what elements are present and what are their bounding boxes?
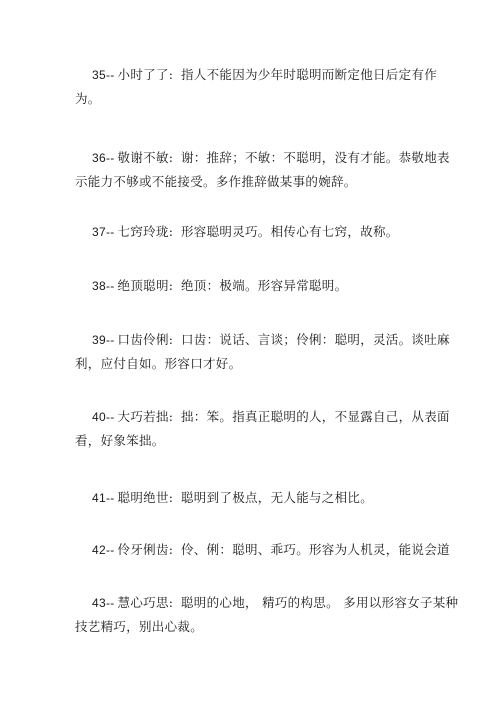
entry-number: 37-- [92,225,115,239]
entry-definition-continued: 利，应付自如。形容口才好。 [75,356,242,371]
entry-first-line [92,150,450,166]
entry-definition: 聪明的心地， 精巧的构思。 多用以形容女子某种 [181,595,459,610]
entry-first-line [92,490,374,506]
entry-term: 七窍玲珑: [117,224,174,239]
entry-term: 聪明绝世: [117,490,174,505]
entry-number: 43-- [92,596,115,610]
entry-definition-continued: 看，好象笨拙。 [75,433,165,448]
entry-definition: 绝顶：极端。形容异常聪明。 [181,278,348,293]
entry-number: 35-- [92,68,115,82]
entry-term: 伶牙俐齿: [117,542,174,557]
entry-number: 40-- [92,410,115,424]
entry-first-line [92,67,438,83]
entry-first-line [92,278,348,294]
entry-definition-continued: 为。 [75,91,101,106]
entry-number: 42-- [92,543,115,557]
entry-first-line [92,542,450,558]
entry-definition: 谢：推辞；不敏：不聪明，没有才能。恭敬地表 [181,150,450,165]
entry-first-line [92,224,399,240]
entry-first-line [92,409,450,425]
entry-number: 38-- [92,279,115,293]
entry-definition: 指人不能因为少年时聪明而断定他日后定有作 [181,67,438,82]
entry-definition-continued: 技艺精巧，别出心裁。 [75,619,204,634]
entry-definition: 聪明到了极点，无人能与之相比。 [181,490,374,505]
entry-term: 小时了了: [117,67,174,82]
entry-term: 慧心巧思: [117,595,174,610]
entry-definition: 口齿：说话、言谈；伶俐：聪明，灵活。谈吐麻 [181,332,450,347]
entry-definition: 形容聪明灵巧。相传心有七窍，故称。 [181,224,399,239]
entry-definition: 伶、俐：聪明、乖巧。形容为人机灵，能说会道 [181,542,450,557]
entry-number: 36-- [92,151,115,165]
entry-number: 41-- [92,491,115,505]
entry-definition: 拙：笨。指真正聪明的人，不显露自己，从表面 [181,409,450,424]
entry-term: 口齿伶俐: [117,332,174,347]
entry-term: 大巧若拙: [117,409,174,424]
entry-first-line [92,595,459,611]
entry-number: 39-- [92,333,115,347]
entry-first-line [92,332,450,348]
entry-definition-continued: 示能力不够或不能接受。多作推辞做某事的婉辞。 [75,174,357,189]
entry-term: 绝顶聪明: [117,278,174,293]
entry-term: 敬谢不敏: [117,150,174,165]
